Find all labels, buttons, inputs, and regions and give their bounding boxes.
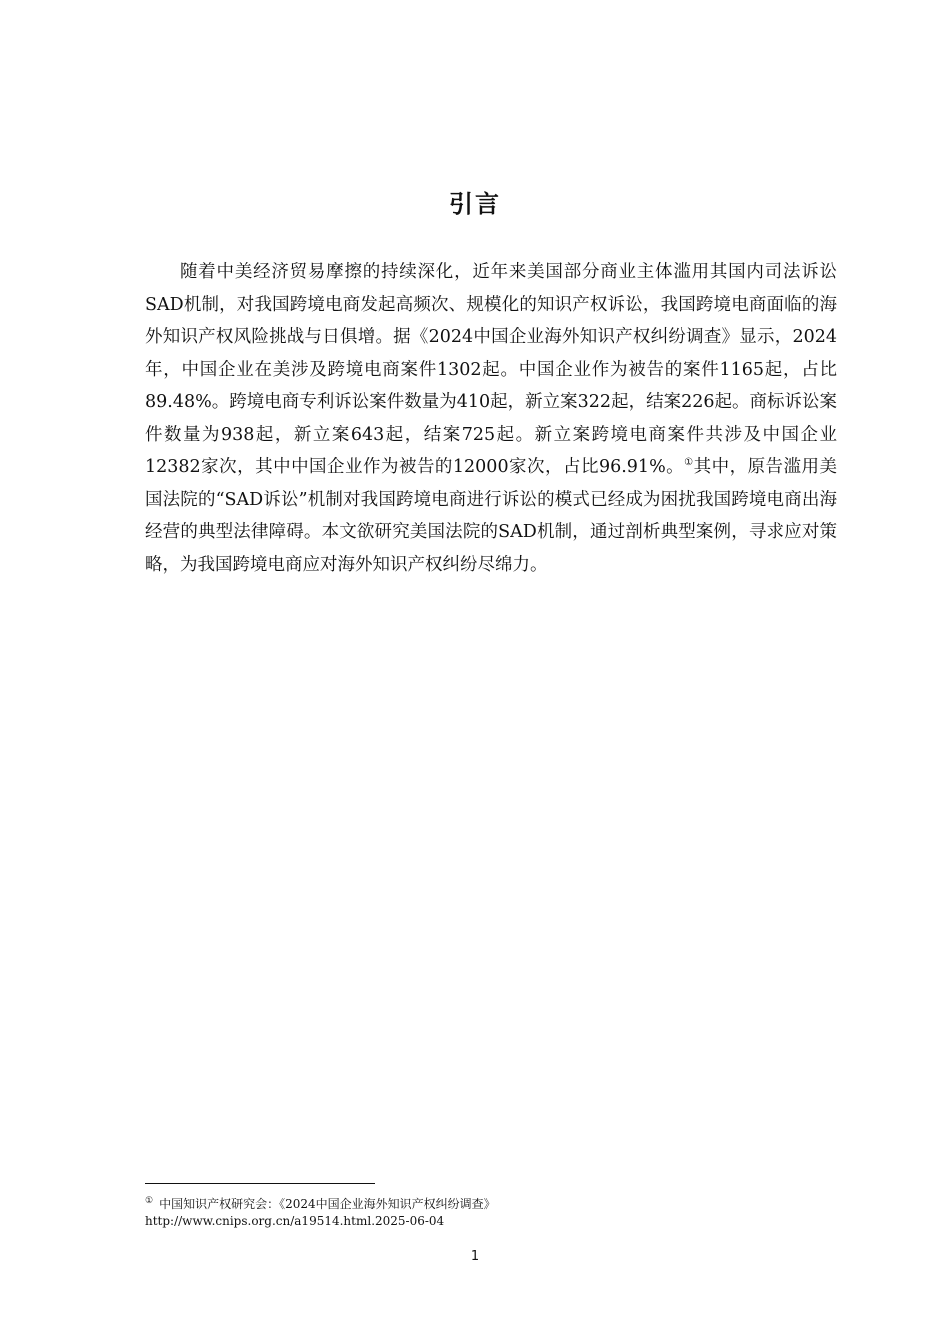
paragraph-text-continued: 其中，原告滥用美国法院的“SAD诉讼”机制对我国跨境电商进行诉讼的模式已经成为困扰我国跨境电商出海经营的典型法律障碍。本文欲研究美国法院的SAD机制，通过剖析典型案例，寻求应对策略，为我国跨境电商应对海外知识产权纠纷尽绵力。 xyxy=(145,457,838,575)
footnote xyxy=(145,1196,545,1229)
page-number: 1 xyxy=(470,1249,480,1264)
footnote-reference[interactable]: ① xyxy=(684,457,694,469)
body-paragraph xyxy=(145,256,837,581)
footnote-divider xyxy=(145,1183,375,1184)
paragraph-text: 随着中美经济贸易摩擦的持续深化，近年来美国部分商业主体滥用其国内司法诉讼SAD机制，对我国跨境电商发起高频次、规模化的知识产权诉讼，我国跨境电商面临的海外知识产权风险挑战与日俱增。据《2024中国企业海外知识产权纠纷调查》显示，2024年，中国企业在美涉及跨境电商案件1302起。中国企业作为被告的案件1165起，占比89.48%。跨境电商专利诉讼案件数量为410起，新立案322起，结案226起。商标诉讼案件数量为938起，新立案643起，结案725起。新立案跨境电商案件共涉及中国企业12382家次，其中中国企业作为被告的12000家次，占比96.91%。 xyxy=(145,262,837,477)
footnote-mark: ① xyxy=(145,1196,154,1206)
page-title: 引言 xyxy=(449,190,501,218)
footnote-text: 中国知识产权研究会：《2024中国企业海外知识产权纠纷调查》http://www.cnips.org.cn/a19514.html.2025-06-04 xyxy=(145,1197,496,1228)
